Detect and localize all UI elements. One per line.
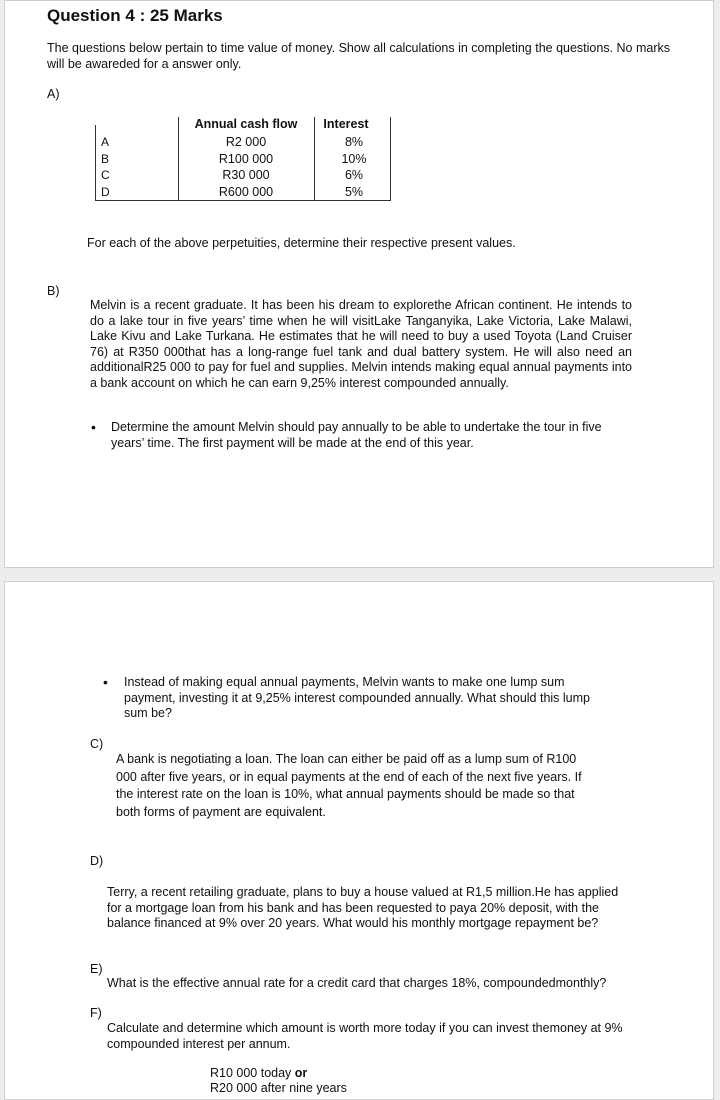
page-one	[4, 0, 714, 568]
part-f-text: Calculate and determine which amount is worth more today if you can invest themoney at 9% compounded interest per annum.	[107, 1021, 623, 1051]
header-cash-flow: Annual cash flow	[194, 117, 298, 131]
part-b-label: B)	[47, 284, 60, 298]
part-f-option-1	[210, 1066, 307, 1082]
interest-cell: 10%	[341, 152, 367, 166]
part-a-label: A)	[47, 87, 60, 101]
row-letter: A	[101, 135, 110, 149]
interest-cell: 6%	[344, 168, 364, 182]
page-two	[4, 581, 714, 1100]
part-e-text: What is the effective annual rate for a credit card that charges 18%, compoundedmonthly?	[107, 976, 607, 990]
intro-text: The questions below pertain to time value of money. Show all calculations in completing the questions. No marks will be awareded for a answer only.	[47, 41, 671, 71]
interest-cell: 5%	[344, 185, 364, 199]
part-f-label: F)	[90, 1006, 102, 1020]
part-d-label: D)	[90, 854, 104, 868]
part-f-option-2: R20 000 after nine years	[210, 1081, 347, 1095]
header-interest: Interest	[323, 117, 369, 131]
question-title: Question 4 : 25 Marks	[47, 6, 223, 25]
or-word: or	[294, 1066, 308, 1080]
part-d-text: Terry, a recent retailing graduate, plans to buy a house valued at R1,5 million.He has applied for a mortgage loan from his bank and has been requested to paya 20% deposit, with the balance financed at 9% over 20 years. What would his monthly mortgage repayment be?	[107, 885, 619, 930]
part-e-label: E)	[90, 962, 103, 976]
row-letter: D	[101, 185, 110, 199]
row-letter: B	[101, 152, 110, 166]
cash-flow-cell: R100 000	[218, 152, 274, 166]
row-letter: C	[101, 168, 110, 182]
cash-flow-cell: R30 000	[222, 168, 270, 182]
cash-flow-cell: R2 000	[225, 135, 267, 149]
part-a-instruction: For each of the above perpetuities, determine their respective present values.	[87, 236, 516, 250]
option-1-text: R10 000 today	[210, 1066, 292, 1080]
bullet-icon: •	[91, 419, 96, 435]
cash-flow-cell: R600 000	[218, 185, 274, 199]
part-b-bullet-2: Instead of making equal annual payments, Melvin wants to make one lump sum payment, investing it at 9,25% interest compounded annually. What should this lump sum be?	[124, 675, 591, 720]
bullet-icon: •	[103, 674, 108, 690]
interest-cell: 8%	[344, 135, 364, 149]
part-b-bullet-1: Determine the amount Melvin should pay annually to be able to undertake the tour in five years’ time. The first payment will be made at the end of this year.	[111, 420, 602, 450]
part-b-text: Melvin is a recent graduate. It has been his dream to explorethe African continent. He intends to do a lake tour in five years’ time when he will visitLake Tanganyika, Lake Victoria, Lake Malawi, Lake Kivu and Lake Turkana. He estimates that he will need to buy a used Toyota (Land Cruiser 76) at R350 000that has a long-range fuel tank and dual battery system. He will also need an additionalR25 000 to pay for fuel and supplies. Melvin intends making equal annual payments into a bank account on which he can earn 9,25% interest compounded annually.	[90, 298, 632, 390]
part-c-label: C)	[90, 737, 104, 751]
part-c-text: A bank is negotiating a loan. The loan can either be paid off as a lump sum of R100 000 after five years, or in equal payments at the end of each of the next five years. If the interest rate on the loan is 10%, what annual payments should be made so that both forms of payment are equivalent.	[116, 752, 582, 819]
